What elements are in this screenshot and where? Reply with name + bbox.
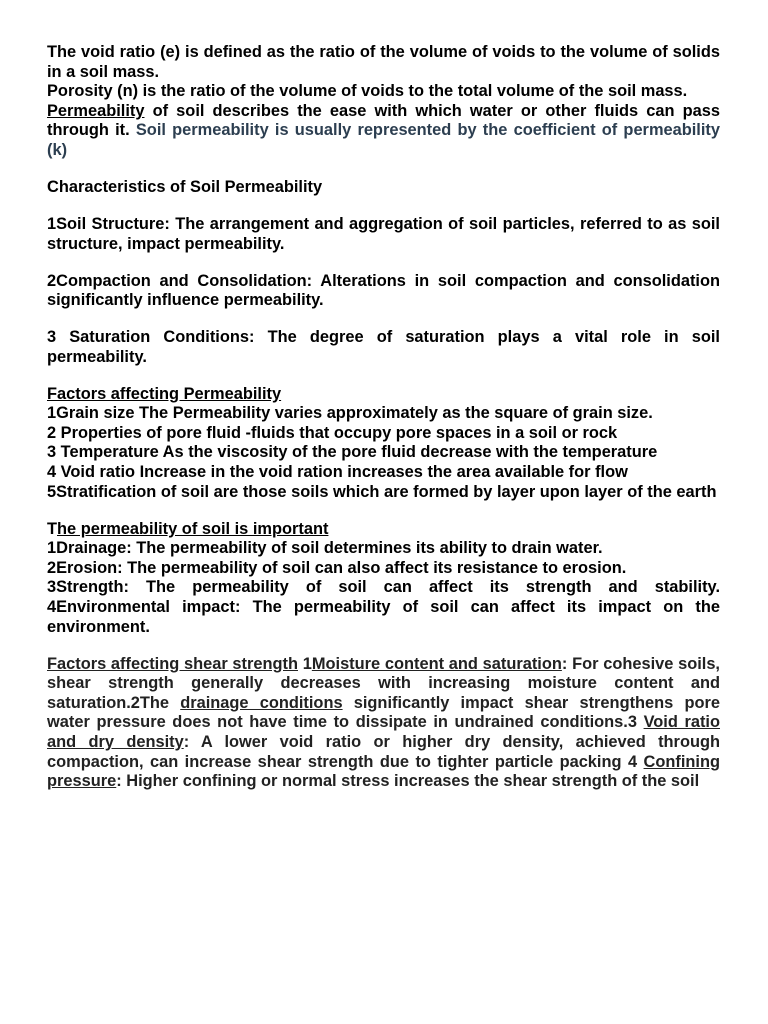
- permeability-coefficient-note: Soil permeability is usually represented by the coefficient of permeability (k): [47, 121, 720, 159]
- spacer: [47, 367, 720, 384]
- shear-text: : For cohesive soils, shear strength generally decreases with increasing moisture content and saturation.2The: [47, 654, 720, 712]
- importance-item: 1Drainage: The permeability of soil determines its ability to drain water.: [47, 539, 603, 558]
- factor-item: 1Grain size The Permeability varies approximately as the square of grain size.: [47, 404, 653, 423]
- characteristic-item: 2Compaction and Consolidation: Alterations in soil compaction and consolidation significantly influence permeability.: [47, 271, 720, 310]
- shear-number: 1: [298, 654, 312, 673]
- shear-text: : A lower void ratio or higher dry density, achieved through compaction, can increase shear strength due to tighter particle packing 4: [47, 732, 720, 771]
- shear-term-moisture: Moisture content and saturation: [311, 654, 562, 673]
- importance-item: 2Erosion: The permeability of soil can also affect its resistance to erosion.: [47, 558, 627, 577]
- factor-item: 5Stratification of soil are those soils which are formed by layer upon layer of the earth: [47, 482, 717, 501]
- permeability-definition: [47, 102, 720, 161]
- characteristic-item: 1Soil Structure: The arrangement and aggregation of soil particles, referred to as soil structure, impact permeability.: [47, 214, 720, 253]
- factor-item: 4 Void ratio Increase in the void ration increases the area available for flow: [47, 463, 628, 482]
- characteristics-heading: Characteristics of Soil Permeability: [47, 177, 323, 196]
- factors-heading: Factors affecting Permeability: [47, 384, 282, 403]
- document-page: [47, 43, 720, 792]
- spacer: [47, 161, 720, 178]
- shear-strength-paragraph: [47, 655, 720, 792]
- spacer: [47, 637, 720, 654]
- importance-heading-text: he permeability of soil is important: [57, 519, 329, 538]
- porosity-definition: Porosity (n) is the ratio of the volume of voids to the total volume of the soil mass.: [47, 82, 688, 101]
- spacer: [47, 198, 720, 215]
- factor-item: 2 Properties of pore fluid -fluids that occupy pore spaces in a soil or rock: [47, 423, 618, 442]
- shear-text: significantly impact shear strengthens pore water pressure does not have time to dissipate in undrained conditions.3: [47, 693, 720, 732]
- permeability-description: of soil describes the ease with which water or other fluids can pass through it.: [47, 101, 720, 140]
- spacer: [47, 254, 720, 271]
- shear-term-confining-pressure: Confining pressure: [47, 752, 720, 791]
- characteristic-item: 3 Saturation Conditions: The degree of saturation plays a vital role in soil permeability.: [47, 328, 720, 366]
- importance-heading-initial: T: [47, 519, 58, 538]
- factor-item: 3 Temperature As the viscosity of the pore fluid decrease with the temperature: [47, 443, 658, 462]
- shear-term-drainage: drainage conditions: [180, 693, 343, 712]
- spacer: [47, 502, 720, 519]
- importance-heading: [47, 520, 720, 540]
- void-ratio-definition: The void ratio (e) is defined as the ratio of the volume of voids to the volume of solids in a soil mass.: [47, 43, 720, 81]
- permeability-term: Permeability: [47, 101, 145, 120]
- shear-strength-heading: Factors affecting shear strength: [47, 654, 298, 673]
- shear-term-void-ratio: Void ratio and dry density: [47, 713, 720, 751]
- importance-item: 3Strength: The permeability of soil can affect its strength and stability. 4Environmental impact: The permeability of soil can affect its impact on the environment.: [47, 578, 720, 636]
- spacer: [47, 311, 720, 328]
- shear-text: : Higher confining or normal stress increases the shear strength of the soil: [116, 772, 700, 791]
